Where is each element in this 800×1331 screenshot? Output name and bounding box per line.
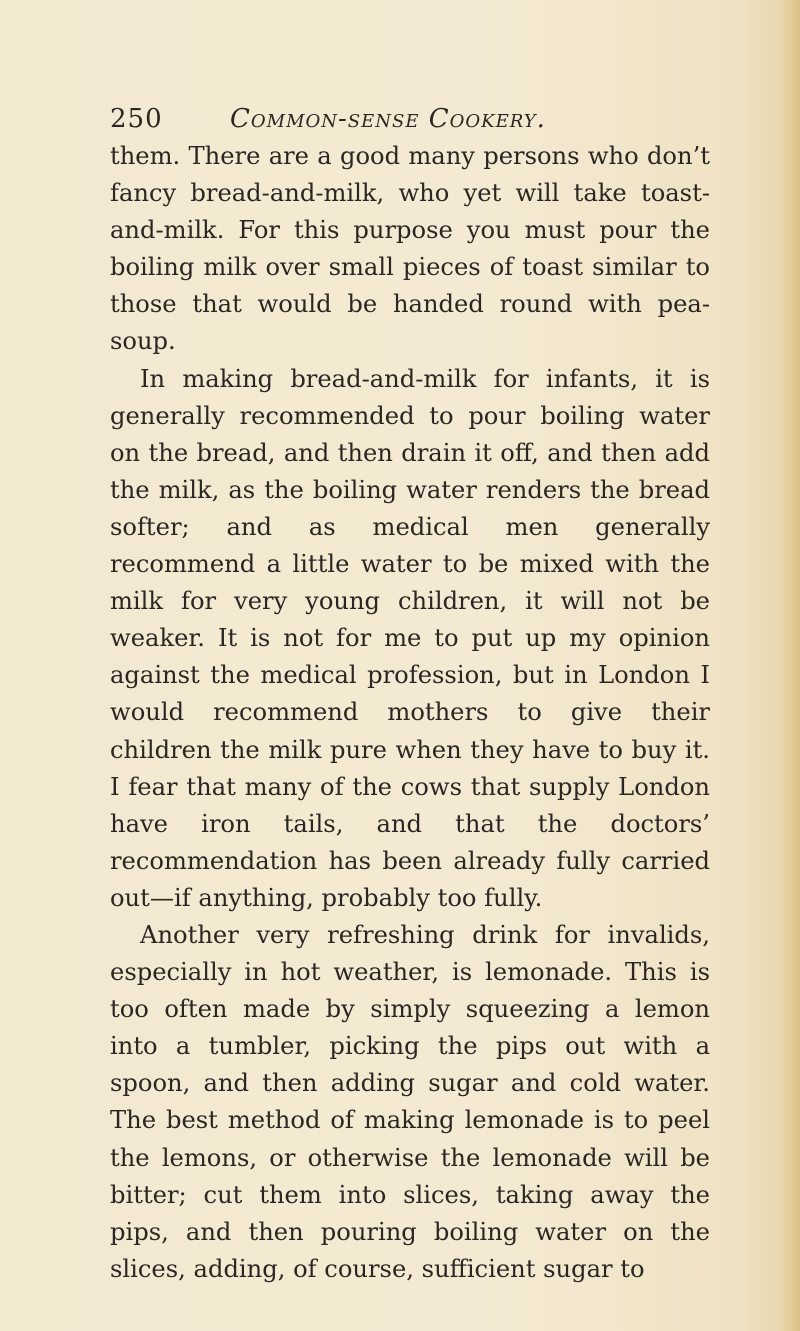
- paragraph-lemonade: Another very refreshing drink for invalids, especially in hot weather, is lemonade. This is too often made by simply squeezing a lemon into a tumbler, picking the pips out with a spoon, and then adding sugar and cold water. The best method of making lemonade is to peel the lemons, or otherwise the lemonade will be bitter; cut them into slices, taking away the pips, and then pouring boiling water on the slices, adding, of course, sufficient sugar to: [110, 920, 710, 1283]
- body-text: [110, 138, 710, 1288]
- paragraph-bread-and-milk: In making bread-and-milk for infants, it is generally recommended to pour boiling water on the bread, and then drain it off, and then add the milk, as the boiling water renders the bread softer; and as medical men generally recommend a little water to be mixed with the milk for very young children, it will not be weaker. It is not for me to put up my opinion against the medical profession, but in London I would recommend mothers to give their children the milk pure when they have to buy it. I fear that many of the cows that supply London have iron tails, and that the doctors’ recommendation has been already fully carried out—if anything, probably too fully.: [110, 364, 710, 912]
- running-head: Common-sense Cookery.: [230, 104, 546, 134]
- page-number: 250: [110, 104, 163, 134]
- paragraph-continuation: them. There are a good many persons who don’t fancy bread-and-milk, who yet will take toast-and-milk. For this purpose you must pour the boiling milk over small pieces of toast similar to those that would be handed round with pea-soup.: [110, 142, 710, 356]
- page-edge: [778, 0, 800, 1331]
